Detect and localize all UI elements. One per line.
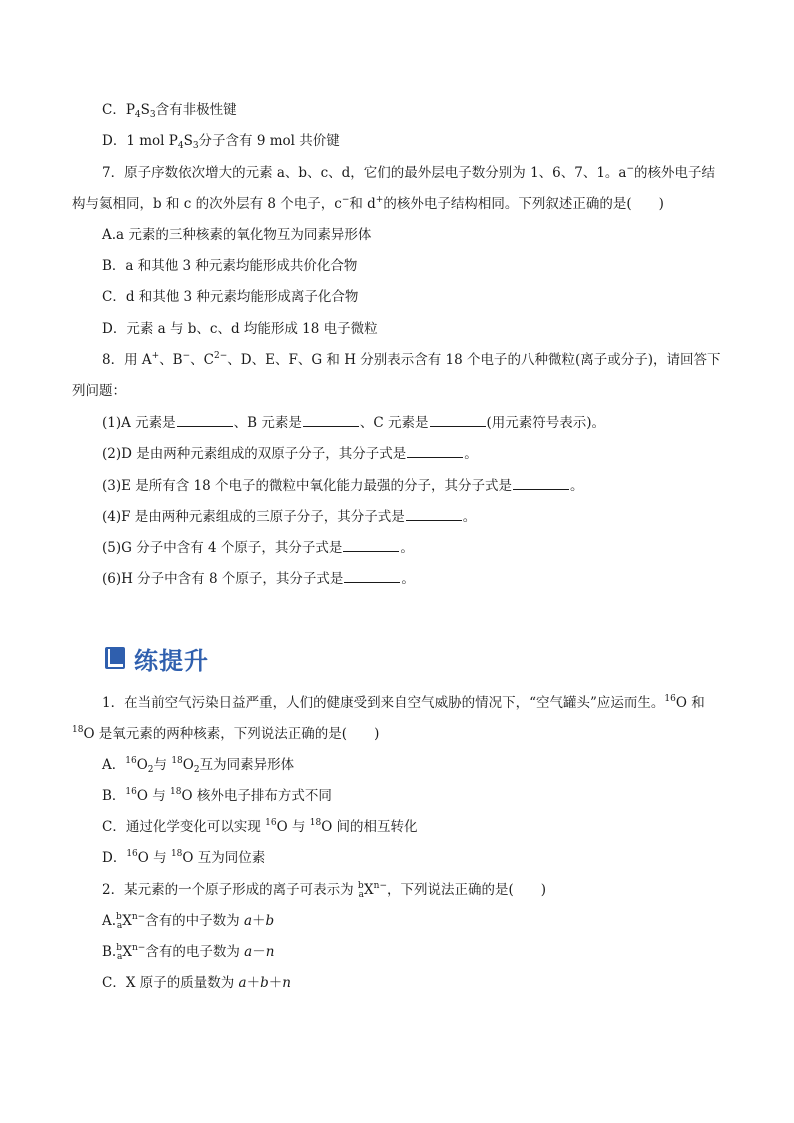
question-8-part-3: (3)E 是所有含 18 个电子的微粒中氧化能力最强的分子，其分子式是 。	[102, 478, 584, 494]
question-8-part-1: (1)A 元素是 、B 元素是 、C 元素是 (用元素符号表示)。	[102, 415, 606, 431]
option-2c: C．X 原子的质量数为 a＋b＋n	[102, 975, 291, 991]
question-8-part-6: (6)H 分子中含有 8 个原子，其分子式是 。	[102, 571, 415, 587]
option-7a: A.a 元素的三种核素的氧化物互为同素异形体	[102, 227, 372, 243]
question-8-stem: 8．用 A+、B−、$C^{2-}$、D、E、F、G 和 H 分别表示含有 18 个电子的八种微粒(离子或分子)，请回答下	[102, 351, 721, 368]
question-8-part-5: (5)G 分子中含有 4 个原子，其分子式是 。	[102, 540, 414, 556]
option-6c: C．$P_4S_3$含有非极性键	[102, 102, 237, 120]
question-8-stem-cont: 列问题：	[72, 383, 126, 399]
option-7c: C．d 和其他 3 种元素均能形成离子化合物	[102, 289, 359, 305]
question-1-stem-cont: $^{18}$O 是氧元素的两种核素，下列说法正确的是( )	[72, 725, 380, 742]
option-7b: B．a 和其他 3 种元素均能形成共价化合物	[102, 258, 358, 274]
section-heading	[104, 640, 209, 676]
question-1-stem: 1．在当前空气污染日益严重，人们的健康受到来自空气威胁的情况下，“空气罐头”应运而生。$^{16}$O 和	[102, 694, 705, 711]
question-2-stem: 2．某元素的一个原子形成的离子可表示为 $^b_aX^{n-}$，下列说法正确的是( )	[102, 881, 547, 900]
section-title: 练提升	[134, 646, 209, 675]
book-icon	[104, 646, 126, 670]
question-7-stem-cont: 构与氦相同，b 和 c 的次外层有 8 个电子，c−和 d+的核外电子结构相同。下列叙述正确的是( )	[72, 195, 664, 212]
option-1d: D．$^{16}$O 与 $^{18}$O 互为同位素	[102, 849, 266, 866]
option-1b: B．$^{16}$O 与 $^{18}$O 核外电子排布方式不同	[102, 787, 332, 804]
option-1c: C．通过化学变化可以实现 $^{16}$O 与 $^{18}$O 间的相互转化	[102, 818, 418, 835]
option-2b: $B.^b_aX^{n-}$含有的电子数为 a－n	[102, 943, 275, 962]
option-2a: $A.^b_aX^{n-}$含有的中子数为 a＋b	[102, 912, 275, 931]
option-6d: D．1 mol $P_4S_3$分子含有 9 mol 共价键	[102, 133, 340, 151]
question-8-part-2: (2)D 是由两种元素组成的双原子分子，其分子式是 。	[102, 446, 478, 462]
option-7d: D．元素 a 与 b、c、d 均能形成 18 电子微粒	[102, 321, 378, 337]
question-8-part-4: (4)F 是由两种元素组成的三原子分子，其分子式是 。	[102, 509, 477, 525]
question-7-stem: 7．原子序数依次增大的元素 a、b、c、d，它们的最外层电子数分别为 1、6、7、1。a−的核外电子结	[102, 164, 716, 181]
option-1a: A．$^{16}O_2$与 $^{18}O_2$互为同素异形体	[102, 756, 295, 775]
